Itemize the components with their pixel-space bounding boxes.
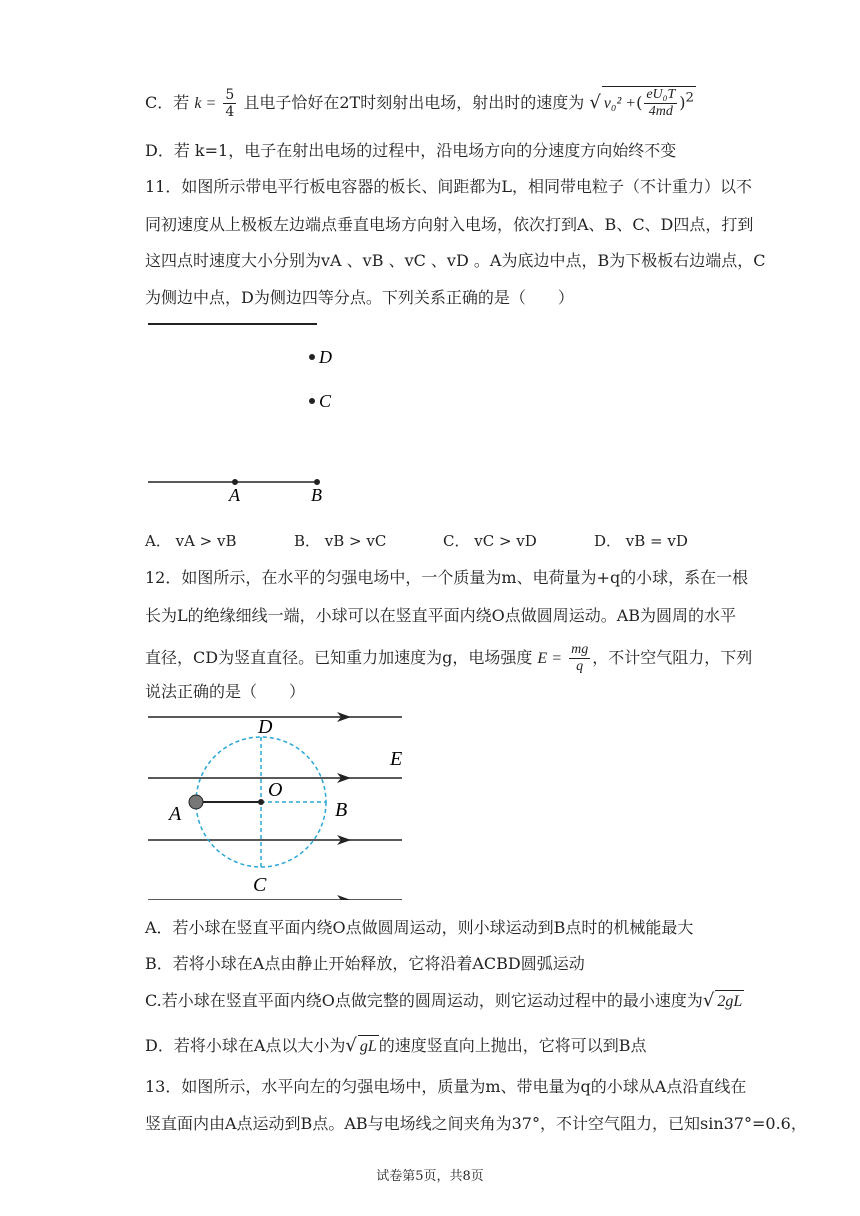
- option-text: C.若小球在竖直平面内绕O点做完整的圆周运动，则它运动过程中的最小速度为: [145, 991, 703, 1010]
- label-b: B: [335, 799, 348, 821]
- e-numerator: mg: [571, 642, 589, 657]
- q11-line-4: 为侧边中点，D为侧边四等分点。下列关系正确的是（ ）: [145, 288, 574, 307]
- q12-field-figure: [145, 705, 415, 900]
- option-text: D．若将小球在A点以大小为: [145, 1036, 346, 1055]
- q12-option-a: A．若小球在竖直平面内绕O点做圆周运动，则小球运动到B点时的机械能最大: [145, 918, 694, 937]
- label-a: A: [229, 485, 240, 505]
- k-numerator: 5: [225, 87, 235, 103]
- label-c: C: [253, 874, 267, 896]
- sqrt-sign: √: [589, 92, 601, 113]
- q11-line-3: 这四点时速度大小分别为vA 、vB 、vC 、vD 。A为底边中点，B为下极板右边端点，C: [145, 251, 766, 270]
- q12-option-b: B．若将小球在A点由静止开始释放，它将沿着ACBD圆弧运动: [145, 954, 585, 973]
- k-fraction: [223, 87, 236, 120]
- label-e: E: [390, 748, 403, 770]
- q12-line-3: [145, 642, 752, 675]
- q11-option-a: A． vA > vB: [145, 532, 237, 550]
- q12-option-d: [145, 1035, 647, 1058]
- velocity-fraction: [644, 87, 677, 120]
- option-text-tail: 的速度竖直向上抛出，它将可以到B点: [378, 1036, 647, 1055]
- page-footer: 试卷第5页，共8页: [376, 1169, 484, 1184]
- k-symbol: k =: [194, 95, 217, 112]
- sqrt-sign: √: [345, 1035, 357, 1056]
- label-b: B: [311, 485, 322, 505]
- q12-line-2: 长为L的绝缘细线一端，小球可以在竖直平面内绕O点做圆周运动。AB为圆周的水平: [145, 606, 737, 625]
- point-c: [309, 398, 315, 404]
- q12-option-c: [145, 990, 744, 1013]
- q10-option-c: [145, 86, 696, 120]
- q10-option-d: D．若 k=1，电子在射出电场的过程中，沿电场方向的分速度方向始终不变: [145, 141, 677, 160]
- q13-line-2: 竖直面内由A点运动到B点。AB与电场线之间夹角为37°，不计空气阻力，已知sin37°=0.6，: [145, 1114, 807, 1133]
- sqrt-expression: gL: [358, 1035, 379, 1058]
- e-denominator: q: [576, 659, 584, 674]
- q12-line-1: 12．如图所示，在水平的匀强电场中，一个质量为m、电荷量为+q的小球，系在一根: [145, 568, 749, 587]
- q12-line-3-text: 直径，CD为竖直直径。已知重力加速度为g，电场强度: [145, 648, 533, 667]
- exponent: 2: [685, 90, 695, 106]
- point-o: [258, 799, 264, 805]
- q12-line-4: 说法正确的是（ ）: [145, 682, 306, 701]
- fraction-denominator: 4md: [648, 104, 673, 119]
- label-c: C: [319, 391, 332, 411]
- label-d: D: [319, 347, 332, 367]
- sqrt-expression: v₀² +( $\frac{\text{eU₀T}}{4md}$ )$^2$: [603, 87, 695, 119]
- q13-line-1: 13．如图所示，水平向左的匀强电场中，质量为m、带电量为q的小球从A点沿直线在: [145, 1077, 747, 1096]
- fraction-numerator: eU₀T: [646, 87, 676, 102]
- q11-option-c: C． vC > vD: [443, 532, 537, 550]
- e-symbol: E =: [537, 650, 562, 667]
- sqrt-expression: 2gL: [715, 990, 744, 1013]
- v0-term: v₀² +: [603, 95, 637, 112]
- label-d: D: [258, 716, 273, 738]
- option-text: 且电子恰好在2T时刻射出电场，射出时的速度为: [243, 93, 585, 112]
- label-a: A: [169, 803, 182, 825]
- q12-line-3-tail: ，不计空气阻力，下列: [592, 648, 753, 667]
- k-denominator: 4: [225, 104, 235, 120]
- q11-option-b: B． vB > vC: [294, 532, 387, 550]
- q11-line-1: 11．如图所示带电平行板电容器的板长、间距都为L，相同带电粒子（不计重力）以不: [145, 177, 752, 196]
- option-label: C．若: [145, 93, 190, 112]
- q11-capacitor-figure: [140, 315, 360, 510]
- point-d: [309, 354, 315, 360]
- ball: [189, 795, 203, 809]
- q11-option-d: D． vB = vD: [594, 532, 688, 550]
- label-o: O: [268, 779, 283, 801]
- sqrt-sign: √: [702, 990, 715, 1011]
- e-fraction: [569, 642, 590, 675]
- q11-line-2: 同初速度从上极板左边端点垂直电场方向射入电场，依次打到A、B、C、D四点，打到: [145, 215, 754, 234]
